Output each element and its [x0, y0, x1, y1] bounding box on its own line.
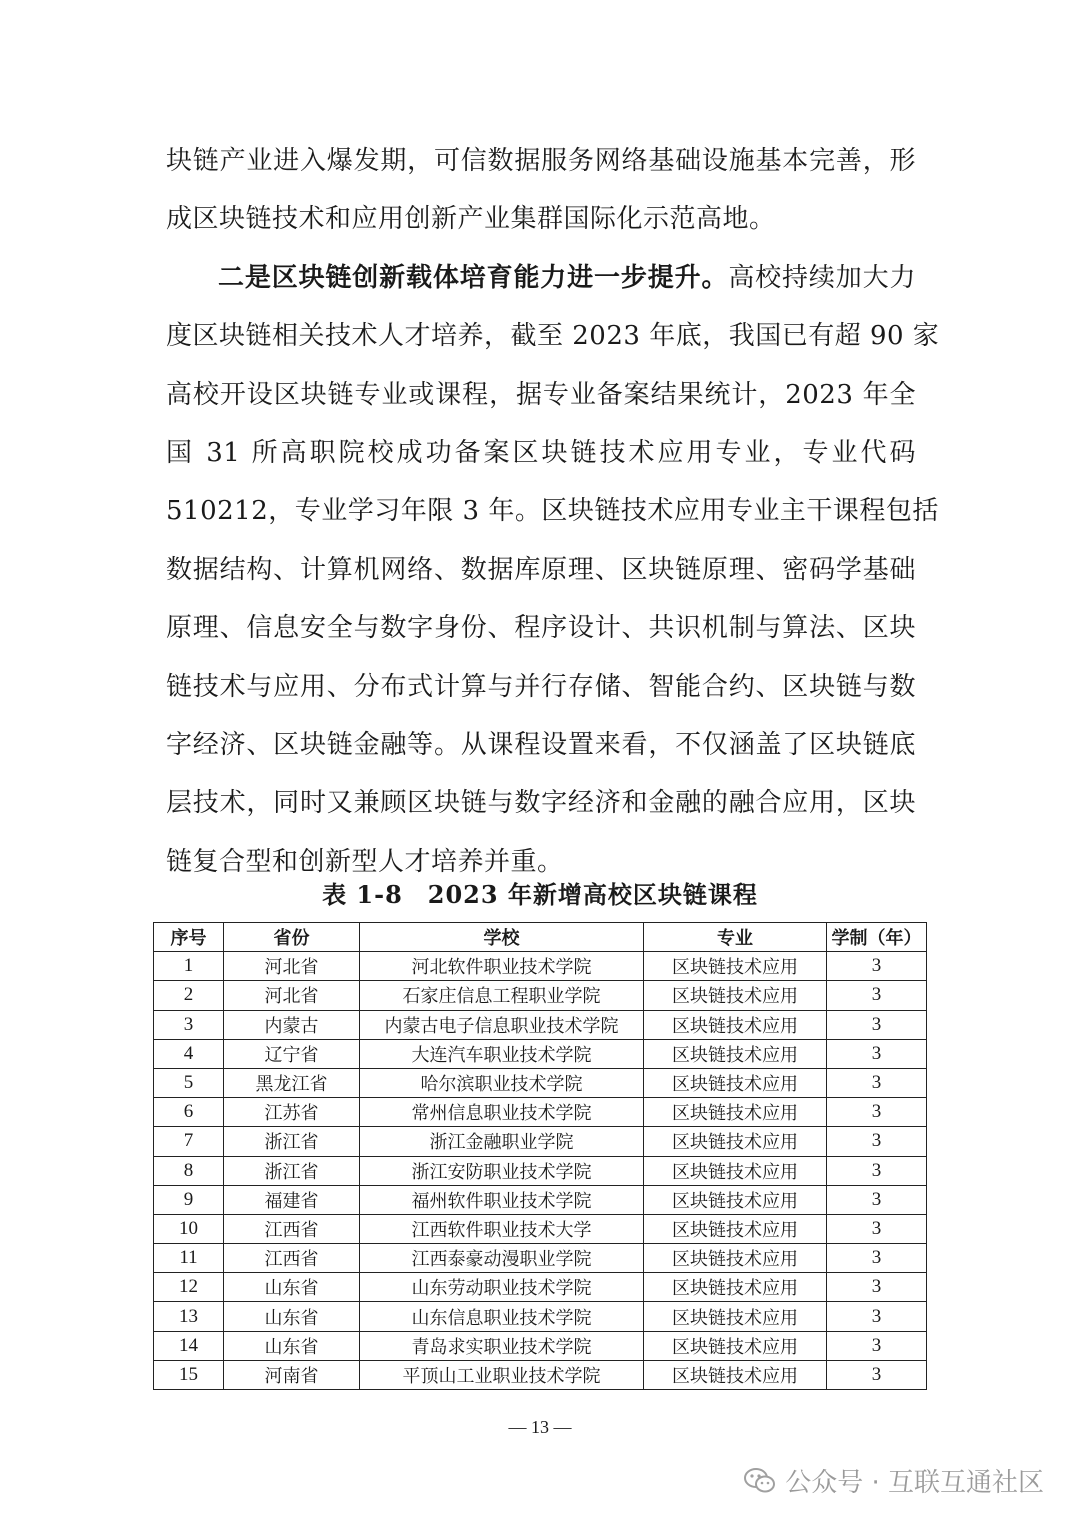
- cell-duration: 3: [827, 981, 927, 1010]
- cell-province: 山东省: [224, 1302, 360, 1331]
- table-row: [154, 1156, 927, 1185]
- cell-school: 常州信息职业技术学院: [360, 1098, 644, 1127]
- cell-school: 山东信息职业技术学院: [360, 1302, 644, 1331]
- cell-index: 12: [154, 1273, 224, 1302]
- cell-duration: 3: [827, 1039, 927, 1068]
- cell-province: 内蒙古: [224, 1010, 360, 1039]
- paragraph-line: 链复合型和创新型人才培养并重。: [166, 846, 564, 877]
- cell-major: 区块链技术应用: [644, 1244, 827, 1273]
- table-row: [154, 1331, 927, 1360]
- watermark: [743, 1462, 1044, 1499]
- cell-major: 区块链技术应用: [644, 1185, 827, 1214]
- cell-school: 山东劳动职业技术学院: [360, 1273, 644, 1302]
- table-row: [154, 1098, 927, 1127]
- cell-index: 4: [154, 1039, 224, 1068]
- cell-index: 14: [154, 1331, 224, 1360]
- cell-province: 河北省: [224, 981, 360, 1010]
- table-row: [154, 1010, 927, 1039]
- cell-major: 区块链技术应用: [644, 1214, 827, 1243]
- paragraph-line: 高校开设区块链专业或课程，据专业备案结果统计，2023 年全: [166, 379, 916, 410]
- cell-index: 3: [154, 1010, 224, 1039]
- cell-major: 区块链技术应用: [644, 981, 827, 1010]
- cell-school: 石家庄信息工程职业学院: [360, 981, 644, 1010]
- cell-duration: 3: [827, 1302, 927, 1331]
- paragraph-line: 510212，专业学习年限 3 年。区块链技术应用专业主干课程包括: [166, 496, 939, 527]
- cell-duration: 3: [827, 1127, 927, 1156]
- cell-index: 13: [154, 1302, 224, 1331]
- paragraph-line: 层技术，同时又兼顾区块链与数字经济和金融的融合应用，区块: [166, 788, 916, 819]
- cell-school: 福州软件职业技术学院: [360, 1185, 644, 1214]
- cell-index: 7: [154, 1127, 224, 1156]
- header-index: 序号: [154, 923, 224, 952]
- paragraph-line: 成区块链技术和应用创新产业集群国际化示范高地。: [166, 204, 776, 235]
- table-row: [154, 1068, 927, 1097]
- cell-school: 青岛求实职业技术学院: [360, 1331, 644, 1360]
- cell-index: 2: [154, 981, 224, 1010]
- cell-province: 辽宁省: [224, 1039, 360, 1068]
- cell-province: 福建省: [224, 1185, 360, 1214]
- cell-index: 8: [154, 1156, 224, 1185]
- table-row: [154, 1360, 927, 1389]
- cell-province: 河北省: [224, 952, 360, 981]
- cell-index: 10: [154, 1214, 224, 1243]
- cell-major: 区块链技术应用: [644, 1273, 827, 1302]
- cell-major: 区块链技术应用: [644, 1068, 827, 1097]
- cell-major: 区块链技术应用: [644, 1302, 827, 1331]
- cell-school: 江西泰豪动漫职业学院: [360, 1244, 644, 1273]
- cell-index: 5: [154, 1068, 224, 1097]
- table-row: [154, 1273, 927, 1302]
- table-row: [154, 1214, 927, 1243]
- cell-duration: 3: [827, 1068, 927, 1097]
- cell-school: 内蒙古电子信息职业技术学院: [360, 1010, 644, 1039]
- paragraph-line: 链技术与应用、分布式计算与并行存储、智能合约、区块链与数: [166, 671, 916, 702]
- page-number: — 13 —: [508, 1417, 572, 1437]
- table-caption: 表 1-8 2023 年新增高校区块链课程: [322, 880, 758, 909]
- table-header-row: [154, 923, 927, 952]
- cell-index: 15: [154, 1360, 224, 1389]
- cell-school: 浙江安防职业技术学院: [360, 1156, 644, 1185]
- cell-duration: 3: [827, 1010, 927, 1039]
- cell-duration: 3: [827, 1156, 927, 1185]
- cell-school: 江西软件职业技术大学: [360, 1214, 644, 1243]
- cell-index: 9: [154, 1185, 224, 1214]
- cell-school: 平顶山工业职业技术学院: [360, 1360, 644, 1389]
- table-row: [154, 1039, 927, 1068]
- cell-duration: 3: [827, 1273, 927, 1302]
- wechat-icon: [743, 1466, 777, 1496]
- cell-province: 河南省: [224, 1360, 360, 1389]
- paragraph-bold-lead: 二是区块链创新载体培育能力进一步提升。: [218, 262, 729, 293]
- paragraph-first-line: [166, 249, 916, 307]
- cell-duration: 3: [827, 1360, 927, 1389]
- header-school: 学校: [360, 923, 644, 952]
- cell-major: 区块链技术应用: [644, 1156, 827, 1185]
- table-row: [154, 1244, 927, 1273]
- cell-province: 江苏省: [224, 1098, 360, 1127]
- cell-province: 江西省: [224, 1244, 360, 1273]
- table-body: [154, 952, 927, 1390]
- paragraph-line: 度区块链相关技术人才培养，截至 2023 年底，我国已有超 90 家: [166, 321, 940, 352]
- header-major: 专业: [644, 923, 827, 952]
- cell-index: 1: [154, 952, 224, 981]
- cell-major: 区块链技术应用: [644, 1098, 827, 1127]
- cell-major: 区块链技术应用: [644, 1010, 827, 1039]
- cell-province: 山东省: [224, 1273, 360, 1302]
- cell-province: 浙江省: [224, 1156, 360, 1185]
- cell-major: 区块链技术应用: [644, 1127, 827, 1156]
- cell-index: 11: [154, 1244, 224, 1273]
- paragraph-line: 数据结构、计算机网络、数据库原理、区块链原理、密码学基础: [166, 554, 916, 585]
- cell-duration: 3: [827, 1185, 927, 1214]
- table-row: [154, 981, 927, 1010]
- cell-major: 区块链技术应用: [644, 1360, 827, 1389]
- paragraph-line: 原理、信息安全与数字身份、程序设计、共识机制与算法、区块: [166, 613, 916, 644]
- paragraph-lead-rest: 高校持续加大力: [728, 262, 916, 293]
- watermark-text: 公众号 · 互联互通社区: [785, 1468, 1044, 1498]
- table-row: [154, 1127, 927, 1156]
- paragraph-line: 块链产业进入爆发期，可信数据服务网络基础设施基本完善，形: [166, 146, 916, 176]
- cell-major: 区块链技术应用: [644, 1039, 827, 1068]
- header-duration: 学制（年）: [827, 923, 927, 952]
- header-province: 省份: [224, 923, 360, 952]
- cell-duration: 3: [827, 1331, 927, 1360]
- cell-province: 山东省: [224, 1331, 360, 1360]
- paragraph-line: 字经济、区块链金融等。从课程设置来看，不仅涵盖了区块链底: [166, 730, 916, 761]
- cell-duration: 3: [827, 1214, 927, 1243]
- cell-index: 6: [154, 1098, 224, 1127]
- cell-school: 大连汽车职业技术学院: [360, 1039, 644, 1068]
- body-text: [166, 132, 940, 891]
- cell-major: 区块链技术应用: [644, 952, 827, 981]
- cell-duration: 3: [827, 1098, 927, 1127]
- cell-province: 黑龙江省: [224, 1068, 360, 1097]
- cell-major: 区块链技术应用: [644, 1331, 827, 1360]
- cell-province: 江西省: [224, 1214, 360, 1243]
- cell-school: 浙江金融职业学院: [360, 1127, 644, 1156]
- table-row: [154, 1185, 927, 1214]
- curriculum-table: [153, 922, 927, 1390]
- cell-duration: 3: [827, 952, 927, 981]
- cell-school: 河北软件职业技术学院: [360, 952, 644, 981]
- cell-province: 浙江省: [224, 1127, 360, 1156]
- table-row: [154, 952, 927, 981]
- paragraph-line: 国 31 所高职院校成功备案区块链技术应用专业，专业代码: [166, 438, 916, 469]
- table-row: [154, 1302, 927, 1331]
- cell-school: 哈尔滨职业技术学院: [360, 1068, 644, 1097]
- cell-duration: 3: [827, 1244, 927, 1273]
